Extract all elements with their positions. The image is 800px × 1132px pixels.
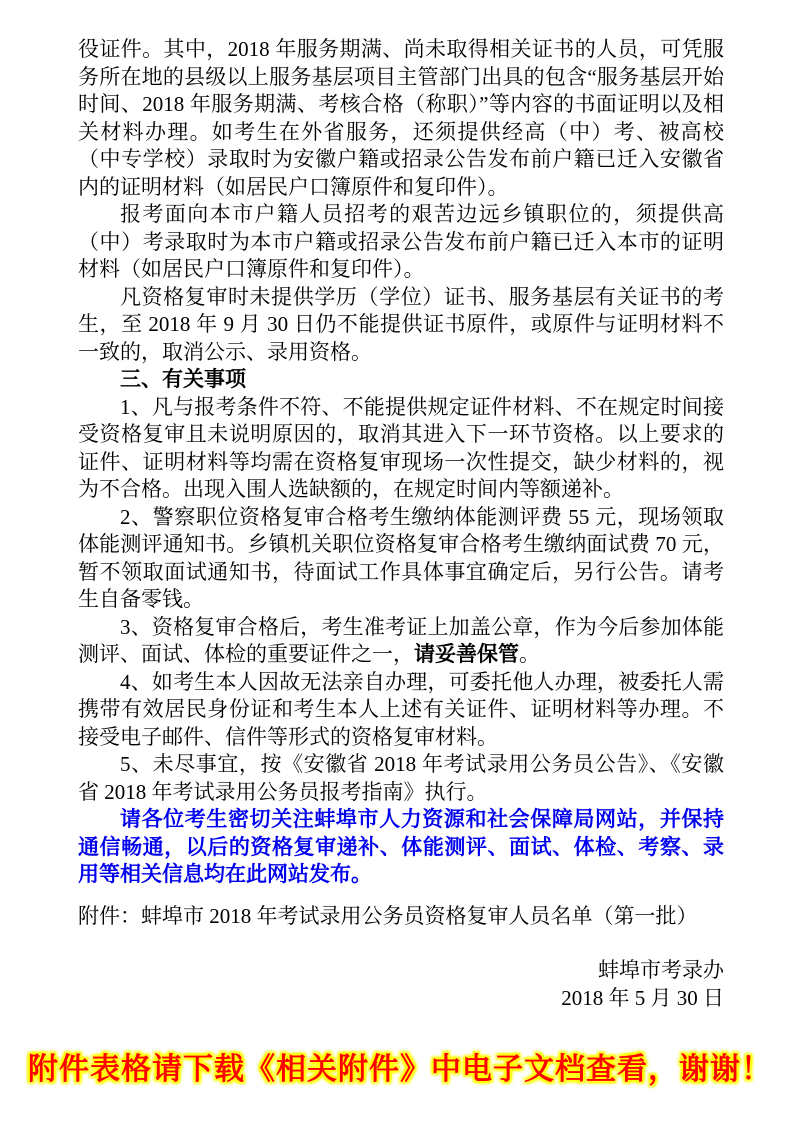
item-3-bold: 请妥善保管 [414,642,519,666]
item-5: 5、未尽事宜，按《安徽省 2018 年考试录用公务员公告》、《安徽省 2018 年考试录用公务员报考指南》执行。 [78,752,724,804]
item-2: 2、警察职位资格复审合格考生缴纳体能测评费 55 元，现场领取体能测评通知书。乡镇机关职位资格复审合格考生缴纳面试费 70 元，暂不领取面试通知书，待面试工作具体事宜确定后，另行公告。请考生自备零钱。 [78,504,724,611]
item-4: 4、如考生本人因故无法亲自办理，可委托他人办理，被委托人需携带有效居民身份证和考生本人上述有关证件、证明材料等办理。不接受电子邮件、信件等形式的资格复审材料。 [78,669,724,749]
section-heading: 三、有关事项 [120,368,246,391]
signature-date: 2018 年 5 月 30 日 [561,985,724,1010]
signature-org: 蚌埠市考录办 [598,958,724,982]
continuation-paragraph: 役证件。其中，2018 年服务期满、尚未取得相关证书的人员，可凭服务所在地的县级以上服务基层项目主管部门出具的包含“服务基层开始时间、2018 年服务期满、考核合格（称职）”等内容的书面证明以及相关材料办理。如考生在外省服务，还须提供经高（中）考、被高校（中专学校）录取时为安徽户籍或招录公告发布前户籍已迁入安徽省内的证明材料（如居民户口簿原件和复印件）。 [78,37,724,199]
paragraph-local-hukou: 报考面向本市户籍人员招考的艰苦边远乡镇职位的，须提供高（中）考录取时为本市户籍或招录公告发布前户籍已迁入本市的证明材料（如居民户口簿原件和复印件）。 [78,202,724,281]
signature-block [78,957,724,1012]
attachment-line: 附件：蚌埠市 2018 年考试录用公务员资格复审人员名单（第一批） [78,903,698,928]
paragraph-certificate-deadline: 凡资格复审时未提供学历（学位）证书、服务基层有关证书的考生，至 2018 年 9 月 30 日仍不能提供证书原件，或原件与证明材料不一致的，取消公示、录用资格。 [78,284,724,364]
item-3-end: 。 [519,642,540,666]
document-content [78,36,724,1012]
attachment-download-banner: 附件表格请下载《相关附件》中电子文档查看，谢谢！ [28,1053,772,1086]
item-1: 1、凡与报考条件不符、不能提供规定证件材料、不在规定时间接受资格复审且未说明原因的，取消其进入下一环节资格。以上要求的证件、证明材料等均需在资格复审现场一次性提交，缺少材料的，视为不合格。出现入围人选缺额的，在规定时间内等额递补。 [78,394,724,501]
blue-notice-paragraph: 请各位考生密切关注蚌埠市人力资源和社会保障局网站，并保持通信畅通，以后的资格复审递补、体能测评、面试、体检、考察、录用等相关信息均在此网站发布。 [78,808,724,886]
item-3-text: 3、资格复审合格后，考生准考证上加盖公章，作为今后参加体能测评、面试、体检的重要证件之一， [78,614,724,666]
item-3 [78,614,724,669]
